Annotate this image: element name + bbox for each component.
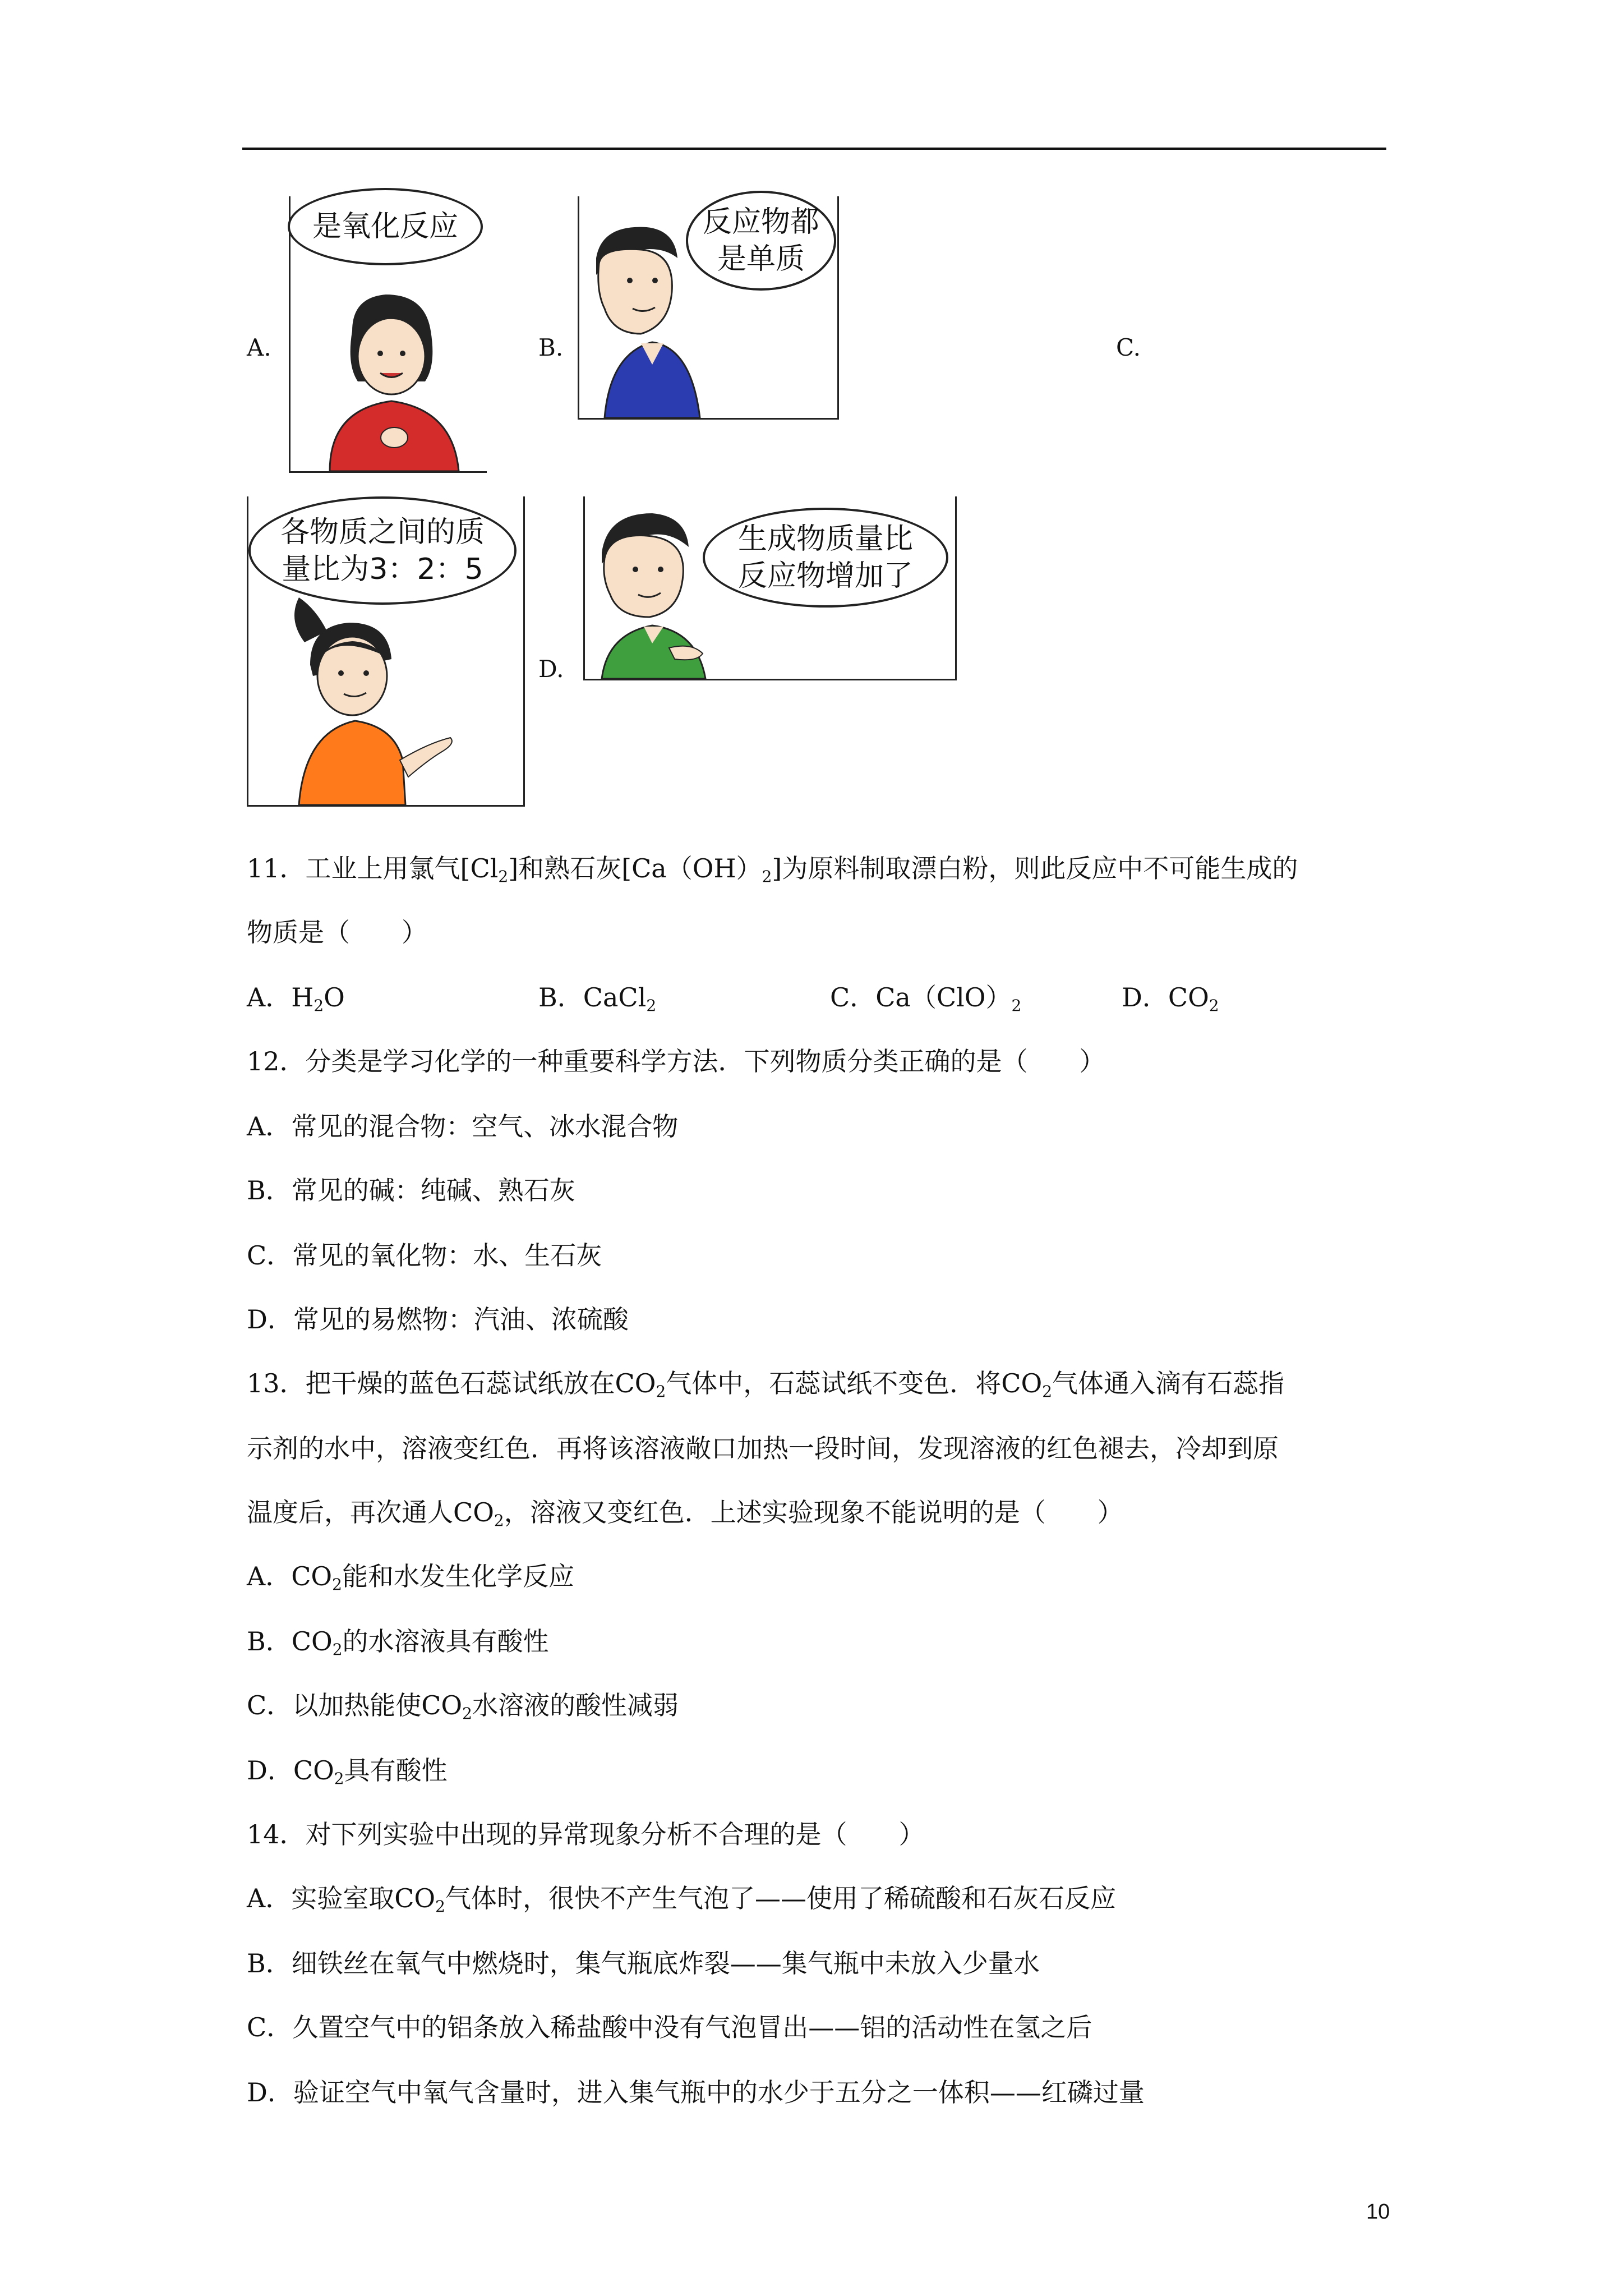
- speech-bubble-d-text: 生成物质量比 反应物增加了: [737, 522, 913, 593]
- q13-stem-part: ，溶液又变红色．上述实验现象不能说明的是（ ）: [504, 1497, 1123, 1527]
- q13-stem-part: 气体中，石蕊试纸不变色．将CO: [666, 1368, 1043, 1398]
- q12-option-a: A．常见的混合物：空气、冰水混合物: [247, 1111, 679, 1142]
- q11-stem-part: 11．工业上用氯气[Cl: [247, 853, 499, 884]
- q14-stem: 14．对下列实验中出现的异常现象分析不合理的是（ ）: [247, 1819, 925, 1849]
- speech-bubble-a-text: 是氧化反应: [312, 210, 458, 243]
- q13-stem-line2: 示剂的水中，溶液变红色．再将该溶液敞口加热一段时间，发现溶液的红色褪去，冷却到原: [247, 1433, 1279, 1464]
- q11-stem-line2: 物质是（ ）: [247, 917, 427, 947]
- q11-option-d: [1122, 981, 1219, 1014]
- q11-subscript: 2: [762, 867, 772, 886]
- speech-bubble-d: [703, 508, 948, 608]
- q13-stem-line3: [247, 1496, 1123, 1529]
- q11-subscript: 2: [313, 996, 324, 1015]
- q12-option-c: C．常见的氧化物：水、生石灰: [247, 1240, 602, 1271]
- q13-subscript: 2: [332, 1575, 342, 1594]
- page-number: 10: [1366, 2200, 1390, 2224]
- header-rule: [242, 148, 1386, 150]
- q11-option-b: [538, 981, 656, 1014]
- q13-stem-part: 温度后，再次通人CO: [247, 1497, 494, 1527]
- q13-subscript: 2: [334, 1769, 344, 1788]
- q13-option-d: [247, 1754, 448, 1787]
- q14-option-a-text: 气体时，很快不产生气泡了——使用了稀硫酸和石灰石反应: [445, 1883, 1116, 1913]
- q11-subscript: 2: [498, 867, 509, 886]
- figure-option-c-panel: [247, 496, 525, 807]
- figure-option-a-panel: [289, 196, 487, 473]
- q13-option-b: [247, 1625, 549, 1658]
- q13-option-d-text: 具有酸性: [344, 1755, 448, 1786]
- q11-stem-part: ]和熟石灰[Ca（OH）: [508, 853, 762, 884]
- speech-bubble-c-text: 各物质之间的质 量比为3：2：5: [280, 515, 485, 586]
- q11-subscript: 2: [1011, 996, 1022, 1015]
- q13-option-a-text: 能和水发生化学反应: [342, 1561, 574, 1591]
- q13-subscript: 2: [1042, 1382, 1053, 1401]
- figure-option-a-letter: A.: [247, 334, 271, 361]
- speech-bubble-b: [686, 191, 836, 291]
- q13-option-a: [247, 1559, 574, 1593]
- q14-option-d: D．验证空气中氧气含量时，进入集气瓶中的水少于五分之一体积——红磷过量: [247, 2077, 1145, 2108]
- q11-option-a-text: O: [324, 982, 345, 1013]
- q11-stem-line1: [247, 852, 1298, 885]
- q13-option-b-text: B．CO: [247, 1626, 333, 1657]
- speech-bubble-c: [248, 496, 517, 605]
- q13-subscript: 2: [494, 1511, 504, 1530]
- q13-stem-part: 气体通入滴有石蕊指: [1052, 1368, 1285, 1398]
- q13-option-c: [247, 1688, 679, 1722]
- q13-stem-part: 13．把干燥的蓝色石蕊试纸放在CO: [247, 1368, 656, 1398]
- q11-subscript: 2: [1209, 996, 1219, 1015]
- q14-option-c: C．久置空气中的铝条放入稀盐酸中没有气泡冒出——铝的活动性在氢之后: [247, 2012, 1092, 2042]
- q13-stem-line1: [247, 1366, 1284, 1400]
- q12-stem: 12．分类是学习化学的一种重要科学方法．下列物质分类正确的是（ ）: [247, 1046, 1105, 1076]
- q11-option-b-text: B．CaCl: [538, 982, 647, 1013]
- q12-option-b: B．常见的碱：纯碱、熟石灰: [247, 1175, 575, 1205]
- q13-option-a-text: A．CO: [247, 1561, 333, 1591]
- q13-option-c-text: C．以加热能使CO: [247, 1690, 463, 1720]
- q11-option-c-text: C．Ca（ClO）: [830, 982, 1012, 1013]
- q13-subscript: 2: [332, 1640, 343, 1659]
- q11-option-a: [247, 981, 345, 1014]
- q13-option-c-text: 水溶液的酸性减弱: [472, 1690, 679, 1720]
- figure-option-b-letter: B.: [538, 334, 564, 361]
- q12-option-d: D．常见的易燃物：汽油、浓硫酸: [247, 1304, 629, 1335]
- q14-option-a: [247, 1881, 1116, 1915]
- q13-option-b-text: 的水溶液具有酸性: [342, 1626, 549, 1657]
- speech-bubble-b-text: 反应物都 是单质: [702, 205, 819, 276]
- figure-option-c-letter: C.: [1116, 334, 1141, 361]
- figure-option-d-letter: D.: [538, 655, 564, 683]
- q11-option-d-text: D．CO: [1122, 982, 1209, 1013]
- figure-option-d-panel: [583, 496, 957, 680]
- q11-stem-part: ]为原料制取漂白粉，则此反应中不可能生成的: [772, 853, 1298, 884]
- speech-bubble-a: [288, 188, 483, 265]
- figure-option-b-panel: [578, 196, 839, 420]
- q13-subscript: 2: [462, 1704, 472, 1723]
- q14-option-b: B．细铁丝在氧气中燃烧时，集气瓶底炸裂——集气瓶中未放入少量水: [247, 1948, 1040, 1978]
- q11-option-a-text: A．H: [247, 982, 314, 1013]
- q13-option-d-text: D．CO: [247, 1755, 334, 1786]
- q11-option-c: [830, 981, 1021, 1014]
- q14-option-a-text: A．实验室取CO: [247, 1883, 436, 1913]
- q13-subscript: 2: [656, 1382, 666, 1401]
- q14-subscript: 2: [435, 1897, 445, 1916]
- q11-subscript: 2: [646, 996, 657, 1015]
